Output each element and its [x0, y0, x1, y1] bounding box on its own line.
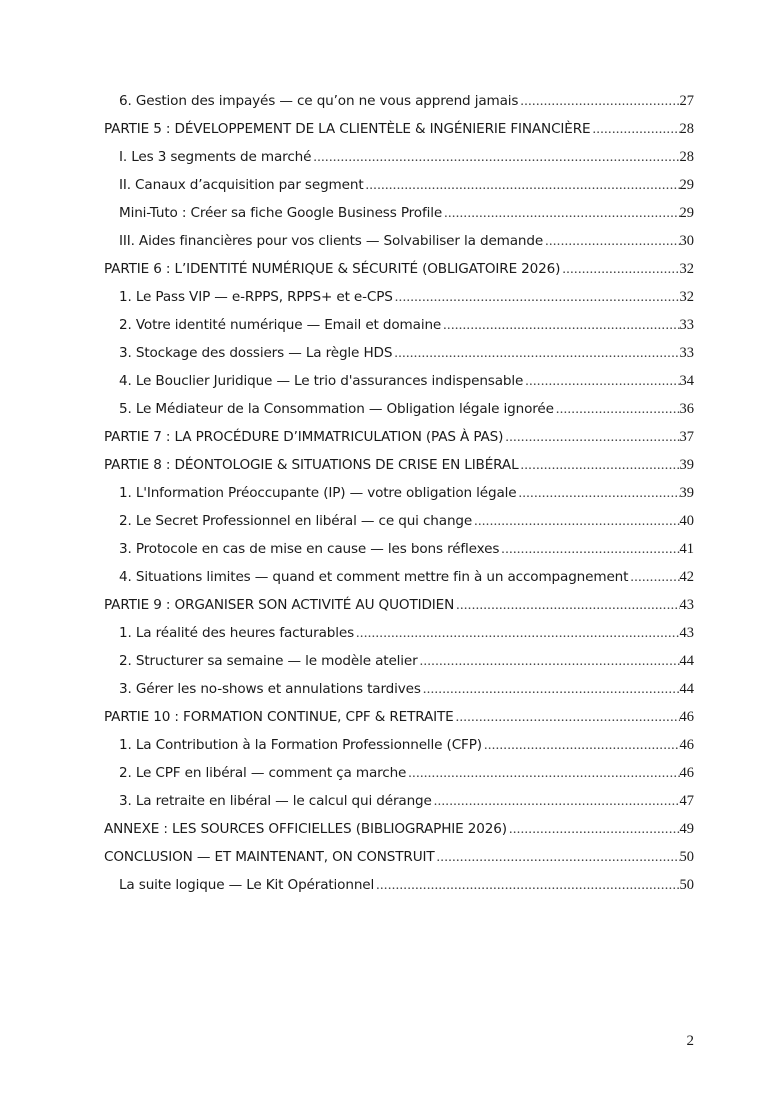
- toc-entry-page-number[interactable]: 46: [679, 709, 694, 725]
- page-number: 2: [686, 1033, 694, 1049]
- toc-entry-title[interactable]: 2. Votre identité numérique — Email et domaine: [119, 317, 442, 333]
- toc-entry-title[interactable]: 6. Gestion des impayés — ce qu’on ne vous apprend jamais: [119, 93, 519, 109]
- toc-dot-leader: [628, 564, 679, 591]
- toc-dot-leader: [354, 620, 679, 647]
- toc-dot-leader: [454, 704, 680, 731]
- toc-dot-leader: [560, 256, 679, 283]
- toc-entry[interactable]: [104, 871, 694, 899]
- toc-dot-leader: [519, 452, 680, 479]
- toc-entry[interactable]: [104, 227, 694, 255]
- toc-dot-leader: [442, 200, 679, 227]
- toc-entry-title[interactable]: I. Les 3 segments de marché: [119, 149, 312, 165]
- toc-entry-page-number[interactable]: 37: [679, 429, 694, 445]
- toc-entry-page-number[interactable]: 27: [679, 93, 694, 109]
- toc-entry-page-number[interactable]: 46: [679, 737, 694, 753]
- toc-entry[interactable]: [104, 339, 694, 367]
- toc-entry-title[interactable]: ANNEXE : LES SOURCES OFFICIELLES (BIBLIOGRAPHIE 2026): [104, 821, 507, 837]
- toc-entry-title[interactable]: 2. Le CPF en libéral — comment ça marche: [119, 765, 407, 781]
- toc-dot-leader: [516, 480, 679, 507]
- table-of-contents: [104, 87, 694, 899]
- toc-entry-title[interactable]: 3. Stockage des dossiers — La règle HDS: [119, 345, 393, 361]
- toc-dot-leader: [482, 732, 680, 759]
- toc-entry[interactable]: [104, 591, 694, 619]
- toc-entry[interactable]: [104, 731, 694, 759]
- toc-entry-page-number[interactable]: 29: [679, 205, 694, 221]
- toc-entry-title[interactable]: 2. Structurer sa semaine — le modèle atelier: [119, 653, 418, 669]
- toc-dot-leader: [590, 116, 679, 143]
- toc-entry-title[interactable]: 1. Le Pass VIP — e-RPPS, RPPS+ et e-CPS: [119, 289, 393, 305]
- toc-dot-leader: [311, 144, 679, 171]
- toc-dot-leader: [432, 788, 680, 815]
- toc-entry-title[interactable]: PARTIE 6 : L’IDENTITÉ NUMÉRIQUE & SÉCURITÉ (OBLIGATOIRE 2026): [104, 261, 561, 277]
- toc-entry[interactable]: [104, 675, 694, 703]
- toc-entry-title[interactable]: PARTIE 5 : DÉVELOPPEMENT DE LA CLIENTÈLE & INGÉNIERIE FINANCIÈRE: [104, 121, 591, 137]
- toc-entry-title[interactable]: 1. L'Information Préoccupante (IP) — votre obligation légale: [119, 485, 517, 501]
- toc-entry-page-number[interactable]: 33: [679, 345, 694, 361]
- toc-dot-leader: [454, 592, 679, 619]
- toc-entry-title[interactable]: 5. Le Médiateur de la Consommation — Obligation légale ignorée: [119, 401, 554, 417]
- toc-entry[interactable]: [104, 255, 694, 283]
- toc-entry[interactable]: [104, 395, 694, 423]
- toc-entry[interactable]: [104, 787, 694, 815]
- toc-entry-title[interactable]: III. Aides financières pour vos clients — Solvabiliser la demande: [119, 233, 544, 249]
- toc-entry-title[interactable]: II. Canaux d’acquisition par segment: [119, 177, 364, 193]
- toc-entry-page-number[interactable]: 28: [679, 121, 694, 137]
- toc-dot-leader: [393, 284, 680, 311]
- toc-entry[interactable]: [104, 619, 694, 647]
- toc-entry-title[interactable]: 2. Le Secret Professionnel en libéral — ce qui change: [119, 513, 473, 529]
- toc-dot-leader: [418, 648, 680, 675]
- toc-entry-page-number[interactable]: 50: [679, 877, 694, 893]
- toc-entry-page-number[interactable]: 41: [679, 541, 694, 557]
- toc-dot-leader: [543, 228, 679, 255]
- toc-entry-title[interactable]: 1. La réalité des heures facturables: [119, 625, 355, 641]
- toc-entry[interactable]: [104, 423, 694, 451]
- toc-entry-title[interactable]: 4. Situations limites — quand et comment mettre fin à un accompagnement: [119, 569, 629, 585]
- toc-entry-page-number[interactable]: 36: [679, 401, 694, 417]
- toc-entry-title[interactable]: PARTIE 10 : FORMATION CONTINUE, CPF & RETRAITE: [104, 709, 454, 725]
- toc-entry-page-number[interactable]: 39: [679, 485, 694, 501]
- toc-entry-page-number[interactable]: 42: [679, 569, 694, 585]
- toc-entry-title[interactable]: 1. La Contribution à la Formation Professionnelle (CFP): [119, 737, 482, 753]
- toc-entry-title[interactable]: 3. Protocole en cas de mise en cause — les bons réflexes: [119, 541, 500, 557]
- toc-entry-page-number[interactable]: 30: [679, 233, 694, 249]
- toc-entry-title[interactable]: La suite logique — Le Kit Opérationnel: [119, 877, 375, 893]
- toc-entry-page-number[interactable]: 43: [679, 597, 694, 613]
- toc-entry[interactable]: [104, 479, 694, 507]
- toc-entry-title[interactable]: PARTIE 9 : ORGANISER SON ACTIVITÉ AU QUOTIDIEN: [104, 597, 455, 613]
- toc-entry-page-number[interactable]: 50: [679, 849, 694, 865]
- toc-entry-title[interactable]: Mini-Tuto : Créer sa fiche Google Business Profile: [119, 205, 443, 221]
- toc-entry-page-number[interactable]: 32: [679, 289, 694, 305]
- toc-entry-page-number[interactable]: 47: [679, 793, 694, 809]
- toc-entry[interactable]: [104, 451, 694, 479]
- toc-entry[interactable]: [104, 171, 694, 199]
- toc-entry-title[interactable]: 4. Le Bouclier Juridique — Le trio d'assurances indispensable: [119, 373, 524, 389]
- toc-entry-page-number[interactable]: 49: [679, 821, 694, 837]
- toc-dot-leader: [518, 88, 679, 115]
- toc-entry[interactable]: [104, 115, 694, 143]
- toc-entry[interactable]: [104, 535, 694, 563]
- toc-entry-page-number[interactable]: 44: [679, 681, 694, 697]
- toc-entry[interactable]: [104, 759, 694, 787]
- toc-entry-page-number[interactable]: 40: [679, 513, 694, 529]
- toc-entry[interactable]: [104, 367, 694, 395]
- toc-dot-leader: [364, 172, 680, 199]
- toc-entry[interactable]: [104, 199, 694, 227]
- toc-entry[interactable]: [104, 843, 694, 871]
- toc-entry[interactable]: [104, 703, 694, 731]
- toc-entry[interactable]: [104, 311, 694, 339]
- toc-dot-leader: [435, 844, 680, 871]
- toc-entry-title[interactable]: PARTIE 7 : LA PROCÉDURE D’IMMATRICULATION (PAS À PAS): [104, 429, 504, 445]
- toc-dot-leader: [441, 312, 679, 339]
- toc-entry[interactable]: [104, 815, 694, 843]
- toc-entry[interactable]: [104, 563, 694, 591]
- toc-entry-page-number[interactable]: 39: [679, 457, 694, 473]
- toc-entry-page-number[interactable]: 33: [679, 317, 694, 333]
- toc-entry-page-number[interactable]: 43: [679, 625, 694, 641]
- toc-dot-leader: [392, 340, 679, 367]
- toc-entry[interactable]: [104, 507, 694, 535]
- toc-dot-leader: [406, 760, 679, 787]
- toc-dot-leader: [503, 424, 679, 451]
- toc-entry-page-number[interactable]: 46: [679, 765, 694, 781]
- toc-dot-leader: [472, 508, 679, 535]
- toc-entry-title[interactable]: PARTIE 8 : DÉONTOLOGIE & SITUATIONS DE CRISE EN LIBÉRAL: [104, 457, 519, 473]
- toc-entry[interactable]: [104, 87, 694, 115]
- toc-entry-page-number[interactable]: 32: [679, 261, 694, 277]
- toc-dot-leader: [523, 368, 679, 395]
- toc-dot-leader: [507, 816, 680, 843]
- toc-entry[interactable]: [104, 283, 694, 311]
- toc-entry-page-number[interactable]: 29: [679, 177, 694, 193]
- toc-dot-leader: [499, 536, 679, 563]
- toc-entry[interactable]: [104, 647, 694, 675]
- toc-entry-page-number[interactable]: 28: [679, 149, 694, 165]
- toc-entry-page-number[interactable]: 34: [679, 373, 694, 389]
- toc-entry-title[interactable]: CONCLUSION — ET MAINTENANT, ON CONSTRUIT: [104, 849, 435, 865]
- toc-entry-title[interactable]: 3. Gérer les no-shows et annulations tardives: [119, 681, 421, 697]
- toc-dot-leader: [421, 676, 680, 703]
- toc-dot-leader: [374, 872, 679, 899]
- toc-entry-title[interactable]: 3. La retraite en libéral — le calcul qui dérange: [119, 793, 432, 809]
- toc-entry-page-number[interactable]: 44: [679, 653, 694, 669]
- toc-dot-leader: [554, 396, 680, 423]
- toc-entry[interactable]: [104, 143, 694, 171]
